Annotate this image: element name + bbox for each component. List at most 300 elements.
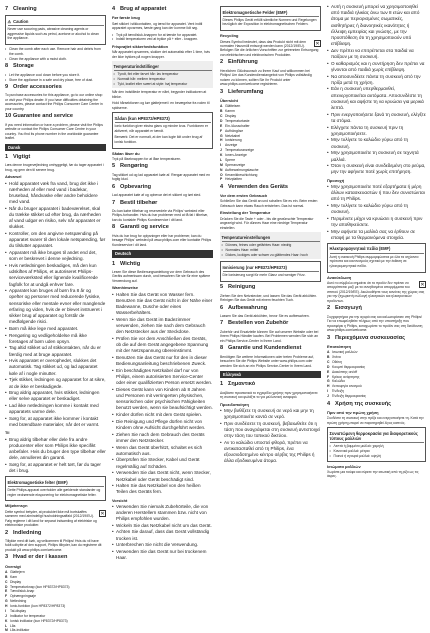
paragraph: Benötigen Sie weitere Informationen oder treten Probleme auf, besuchen Sie die Philips Website unter www.philips.com oder wenden Sie sich an ein Philips Service-Center in Ihrem Land. [220,354,315,368]
model-box [112,112,213,148]
model-heading: Sådan (kun HP8372/HP8373) [115,115,211,123]
part-key: J [5,613,7,618]
paragraph: Συνδέστε τη συσκευή στην πρίζα και ενεργοποιήστε τη. Κατά την πρώτη χρήση μπορεί να παρατηρηθεί λίγος καπνός. [327,416,424,425]
paragraph: Hold hårsektionen og kør glattejernet i en bevægelse fra roden til spidserne. [112,101,210,110]
part-label: Lås [10,623,16,628]
section-heading: 5 Reinigung [220,284,256,291]
part-item [5,594,106,598]
emf-box [5,476,106,501]
section-heading: 4 Verwenden des Geräts [220,183,289,190]
part-item [220,129,321,133]
list-item: • Dieses Gerät kann von Kindern ab 8 Jahren und Personen mit verringerten physischen, sensorischen oder psychischen Fähigkeiten benutzt werden, wenn sie beaufsichtigt werden. [112,387,213,412]
subheading: Recycling [220,33,239,39]
part-item [5,570,106,574]
part-key: D [220,118,223,123]
section-heading: 4 Brug af apparatet [112,6,167,12]
part-item [220,148,321,152]
temperature-table [220,232,321,259]
table-title: Temperaturindstillinger [114,63,212,71]
part-key: E [327,369,330,374]
section-heading: 2 Εισαγωγή [327,305,362,312]
list-item: • Ο καθαρισμός και η συντήρηση δεν πρέπει να γίνονται από παιδιά χωρίς επίβλεψη. [327,61,426,73]
list-item: • Normales Haar: mittel [222,248,320,252]
section-heading: 3 Hvad er der i kassen [5,554,68,561]
paragraph: Hvis du har brug for oplysninger eller har problemer, kan du besøge Philips' websted på www.philips.com eller kontakte Philips Kundeservice i dit land. [112,233,212,247]
list-item: • Tryk på tænd/sluk-knappen for at tænde for apparatet. [112,33,213,37]
part-label: Display [10,579,22,584]
part-label: Glattejern [10,569,25,574]
warning-list [220,408,321,465]
section-heading: 8 Garantie und Kundendienst [220,345,302,352]
part-label: Glätteisen [225,104,241,109]
subheading: Ισιώματα μαλλιών [327,463,361,469]
subheading: Übersicht [220,98,238,104]
paragraph: Χωρίστε μια τούφα και σύρετε την ισιωτική από τη ρίζα ως τις άκρες. [327,469,419,479]
emf-heading: Ηλεκτρομαγνητικά πεδία (EMF) [330,245,424,253]
list-item: • Når du bruger apparatet i badeværelset, skal du trække stikket ud efter brug, da nærheden af vand udgør en risiko, selv når apparatet er slukket. [5,206,106,231]
part-label: Indikator for temperatur [10,613,46,618]
storage-steps [5,73,106,82]
language-bar: Dansk [5,144,106,151]
ionic-text: Die Ionisierung sorgt für mehr Glanz und weniger Frizz. [222,273,306,278]
part-key: C [220,114,223,119]
temperature-heading: Συνιστώμενη θερμοκρασία για διαφορετικούς τύπους μαλλιών [330,430,424,444]
part-label: Κρίκος ανάρτησης [332,374,360,379]
paragraph: Διαβάστε προσεκτικά το εγχειρίδιο χρήσης πριν χρησιμοποιήσετε τη συσκευή και φυλάξτε το για μελλοντική αναφορά. [220,390,318,400]
part-item [5,609,106,613]
part-key: L [220,157,223,162]
part-item [327,384,426,388]
part-key: E [5,589,8,594]
column-2 [112,4,213,562]
section-heading: 3 Lieferumfang [220,88,264,95]
subheading: Πριν από την πρώτη χρήση [327,409,379,415]
part-label: Ein-/Ausschalter [225,123,250,128]
caution-text: Never use scouring pads, abrasive cleaning agents or aggressive liquids such as petrol, acetone or alcohol to clean the appliance. [7,27,99,41]
part-item [220,109,321,113]
section-heading: 7 Cleaning [5,6,37,12]
ionic-box [220,261,321,282]
part-item [220,124,321,128]
part-item [5,614,106,618]
warning-icon: ⚠ [7,18,12,24]
part-item [327,370,426,374]
list-item: • Prüfen Sie vor dem Anschließen des Geräts, ob die auf dem Gerät angegebene Spannung mit der Netzspannung übereinstimmt. [112,336,213,355]
part-label: Κουμπί θερμοκρασίας [332,364,366,369]
part-key: I [220,143,221,148]
subheading: Oversigt [5,563,21,569]
warning-list [327,4,426,176]
part-key: K [5,618,8,623]
emf-box [220,6,321,31]
subheading: Προειδοποίηση [220,401,249,407]
paragraph: Zubehör und Ersatzteile können Sie auf unserer Website oder bei Ihrem Philips Händler kaufen. Bei Problemen wenden Sie sich an ein Philips Service-Center in Ihrem Land. [220,329,319,343]
part-key: H [327,384,330,389]
part-item [220,134,321,138]
list-item: • Αυτή η συσκευή μπορεί να χρησιμοποιηθεί από παιδιά ηλικίας άνω των 8 ετών και από άτομα με περιορισμένες σωματικές, αισθητήριες ή διανοητικές ικανότητες ή έλλειψη εμπειρίας και γνώσης, με την προϋπόθεση ότι τη χρησιμοποιούν υπό επίβλεψη. [327,4,426,47]
part-item [5,628,106,632]
part-item [220,153,321,157]
subheading: Sådan låser du [112,150,140,156]
part-key: F [220,128,223,133]
part-item [220,177,321,181]
subheading: Einstellung der Temperatur [220,210,271,216]
list-item: • Tag altid stikket ud af stikkontakten, når du er færdig med at bruge apparatet. [5,345,106,357]
list-item: • Dickes, lockiges oder schwer zu glättendes Haar: hoch [222,253,320,257]
part-label: Καλώδιο [332,379,345,384]
part-item [220,104,321,108]
part-item [327,355,426,359]
section-heading: 1 Vigtigt [5,154,31,161]
part-item [220,143,321,147]
section-heading: 2 Indledning [5,529,42,536]
part-item [327,365,426,369]
subheading: Warnhinweise [112,285,139,291]
list-item: • Wickeln Sie das Netzkabel nicht um das Gerät. [112,523,213,529]
part-label: Ionisierung [225,138,242,143]
part-item [327,360,426,364]
part-label: Χτένα [332,355,341,360]
list-item: • Halten Sie das Gerät von Wasser fern. Benutzen Sie das Gerät nicht in der Nähe einer Badewanne, Dusche oder eines Wasserbehälters. [112,292,213,317]
language-bar: Deutsch [112,250,213,257]
part-item [5,580,106,584]
list-item: • Wenn das Gerät überhitzt, schaltet es sich automatisch aus. [112,445,213,457]
list-item: • Normalt hår: mellem temperatur [114,77,212,81]
emf-heading: Elektromagnetische Felder (EMF) [223,9,319,17]
list-item: • Μην τυλίγετε το καλώδιο γύρω από τη συσκευή. [327,137,426,149]
part-item [5,585,106,589]
paragraph: Du kan købe tilbehør og reservedele via Philips' websted eller Philips-forhandler. Hvis du har problemer med at få fat i tilbehør, kan du kontakte Philips Kundeservice i dit land. [112,208,208,222]
part-item [220,138,321,142]
part-key: N [220,167,223,172]
list-item: • Κανονικά μαλλιά: μέτρια [330,449,424,453]
emf-text: Αυτή η συσκευή Philips συμμορφώνεται με όλα τα ισχύοντα πρότυπα και κανονισμούς σχετικά με την έκθεση σε ηλεκτρομαγνητικά πεδία. [329,254,419,268]
list-item: • Ein beschädigtes Netzkabel darf nur von Philips, einem autorisierten Service-Center oder einer qualifizierten Person ersetzt werden. [112,368,213,387]
part-label: Aufbewahrungstasche [225,167,259,172]
list-item: • Να αποσυνδέετε πάντα τη συσκευή από την πρίζα μετά τη χρήση. [327,74,426,86]
part-item [220,114,321,118]
list-item: • Clean the comb after each use. Remove hair and debris from the comb. [5,47,106,56]
subheading: Vorsicht [112,497,128,503]
part-key: I [5,608,6,613]
paragraph: Lad apparatet køle af og opbevar det et sikkert og tørt sted. [112,193,202,198]
paragraph: Når den indstillede temperatur er nået, begynder indikatoren at blinke. [112,90,207,99]
subheading: Advarsel [5,174,22,180]
model-text: Ionic funktion giver ekstra glans og mindre krus. Funktionen er aktiveret, når apparatet er tændt. [114,124,208,133]
subheading: Επισκόπηση [327,344,352,350]
parts-list [327,350,426,398]
list-item: • Verwenden Sie das Gerät nicht, wenn Stecker, Netzkabel oder Gerät beschädigt sind. [112,470,213,482]
section-heading: 1 Σημαντικό [220,381,256,388]
paragraph: Lassen Sie das Gerät abkühlen, bevor Sie es aufbewahren. [220,313,310,318]
part-label: Temperaturtaste [225,118,250,123]
crossed-bin-icon: ✕ [315,40,320,47]
part-label: Sperre [225,157,236,162]
column-4 [327,4,426,481]
subheading: Frisprøjtet sikkerhedsfunktion [112,43,168,49]
part-key: H [5,604,8,609]
list-item: • Πριν συνδέσετε τη συσκευή, βεβαιωθείτε ότι η τάση που αναγράφεται στη συσκευή αντιστοιχεί στην τάση του τοπικού δικτύου. [220,421,321,440]
crossed-bin-icon: ✕ [420,281,425,288]
step-list [112,33,213,42]
part-label: Tal-display [10,608,27,613]
part-key: C [327,359,330,364]
list-item: • Brug aldrig tilbehør eller dele fra andre producenter eller som Philips ikke specifikt anbefaler. Hvis du bruger den type tilbehør eller dele, annulleres din garanti. [5,437,106,462]
part-label: Heizplatten [225,177,242,182]
subheading: Vor dem ersten Gebrauch [220,193,268,199]
table-rows [114,72,212,86]
paragraph: Læs denne brugervejledning omhyggeligt, før du tager apparatet i brug, og gem den til senere brug. [5,163,104,172]
part-label: Ισιωτική μαλλιών [332,350,358,355]
part-key: P [220,177,223,182]
list-item: • Sørg for, at apparatet ikke kommer i kontakt med brændbare materialer, når det er varmt. [5,416,106,428]
caution-list [327,184,426,241]
part-item [327,375,426,379]
emf-heading: Elektromagnetiske felter (EMF) [8,479,104,487]
parts-list [5,570,106,633]
caution-list [5,437,106,475]
paragraph: Når apparatet opvarmes, slukker det automatisk efter 1 time, hvis der ikke trykkes på nogen knapper. [112,50,210,59]
paragraph: Tillykke med dit køb, og velkommen til Philips! Hvis du vil have fuldt udbytte af den support, Philips tilbyder, kan du registrere dit produkt på www.philips.com/welcome. [5,538,102,552]
list-item: • Μην χρησιμοποιείτε ποτέ εξαρτήματα ή μέρη άλλων κατασκευαστών ή που δεν συνιστώνται από τη Philips. [327,184,426,203]
section-heading: 6 Aufbewahrung [220,304,268,311]
section-heading: 8 Garanti og service [112,224,169,231]
part-label: Ένδειξη θερμοκρασίας [332,394,367,399]
temperature-box [327,427,426,462]
emf-text: Dieses Philips Gerät erfüllt sämtliche Normen und Regelungen bezüglich der Exposition in elektromagnetischen Feldern. [222,17,317,27]
part-label: Οθόνη [332,359,342,364]
section-heading: 8 Storage [5,63,34,70]
part-label: Temperaturknap (kun HP8372/HP8373) [10,584,70,589]
part-label: Display [225,114,237,119]
part-item [5,599,106,603]
column-1 [5,4,106,633]
paragraph: Schließen Sie das Gerät an und schalten Sie es ein. Beim ersten Gebrauch kann etwas Rauch entstehen. Das ist normal. [220,199,318,208]
section-heading: 6 Opbevaring [112,183,152,190]
list-item: • Πυκνά ή σγουρά μαλλιά: υψηλή [330,454,424,458]
section-heading: 2 Einführung [220,59,258,66]
paragraph: To purchase accessories for this appliance, go to our online shop or visit your Philips dealer. If you have difficulties obtaining the accessories, please contact the Philips Consumer Care Center in your country. [5,93,103,111]
list-item: • Sørg for, at apparatet er helt tørt, før du tager det i brug. [5,462,106,474]
list-item: • Die Reinigung und Pflege dürfen nicht von Kindern ohne Aufsicht durchgeführt werden. [112,419,213,431]
list-item: • Hvis apparatet er overophedet, slukkes det automatisk. Tag stikket ud, og lad apparatet køle af i nogle minutter. [5,358,106,377]
part-item [327,389,426,393]
section-heading: 7 Bestil tilbehør [112,199,158,206]
part-item [327,394,426,398]
emf-box [327,243,426,273]
list-item: • Αν το καλώδιο υποστεί φθορά, πρέπει να αντικατασταθεί από τη Philips, ένα εξουσιοδοτημένο κέντρο σέρβις της Philips ή άλλα εξειδικευμένα άτομα. [220,440,321,465]
part-key: J [220,148,222,153]
part-label: Διακόπτης on/off [332,369,358,374]
part-key: G [327,379,330,384]
list-item: • Dünnes, feines oder gefärbtes Haar: niedrig [222,243,320,247]
part-key: J [327,394,329,399]
paragraph: If you need information or have a problem, please visit the Philips website or contact the Philips Consumer Care Centre in your country. You find its phone number in the worldwide guarantee leaflet. [5,122,104,141]
part-item [220,168,321,172]
list-item: • Halten Sie das Netzkabel von den heißen Teilen des Geräts fern. [112,483,213,495]
table-rows [330,444,424,458]
part-item [5,619,106,623]
paragraph: Ziehen Sie den Netzstecker, und lassen Sie das Gerät abkühlen. Reinigen Sie das Gerät mit einem feuchten Tuch. [220,293,318,303]
part-key: B [327,355,330,360]
section-heading: 1 Wichtig [112,260,141,267]
list-item: • Hold apparatet væk fra vand, brug det ikke i nærheden af eller med vand i badekar, brusebad, håndvaske eller andre beholdere med vand. [5,181,106,206]
part-key: H [220,138,223,143]
list-item: • Überprüfen Sie Stecker, Kabel und Gerät regelmäßig auf Schäden. [112,457,213,469]
list-item: • Όταν η συσκευή είναι συνδεδεμένη στο ρεύμα, μην την αφήνετε ποτέ χωρίς επιτήρηση. [327,163,426,175]
list-item: • Apparatet må ikke bruges til andet end det, som er beskrevet i denne vejledning. [5,250,106,262]
list-item: • Store the appliance in a safe and dry place, free of dust. [5,78,106,82]
paragraph: Herzlichen Glückwunsch zu Ihrem Kauf und willkommen bei Philips! Um das Kundendienstangebot von Philips vollständig nutzen zu können, sollten Sie Ihr Produkt unter www.philips.com/welcome registrieren. [220,68,312,87]
part-label: Sperranzeige [225,162,246,167]
list-item: • Πριν ενεργοποιήσετε ξανά τη συσκευή, ελέγξτε τα στόμια. [327,112,426,124]
part-key: B [5,574,8,579]
emf-text: Dette Philips-apparat overholder alle gældende standarder og regler vedrørende eksponering for elektromagnetiske felter. [7,488,101,497]
part-key: O [220,172,223,177]
paragraph: Tag stikket ud og lad apparatet køle af. Rengør apparatet med en fugtig klud. [112,172,211,182]
list-item: • Let the appliance cool down before you store it. [5,73,106,77]
list-item: • Ελέγχετε πάντα τη συσκευή πριν τη χρησιμοποιήσετε. [327,125,426,137]
part-item [220,119,321,123]
list-item: • Wenn Sie das Gerät im Badezimmer verwenden, ziehen Sie nach dem Gebrauch den Netzstecker aus der Steckdose. [112,317,213,336]
list-item: • Lad ikke netledningen komme i kontakt med apparatets varme dele. [5,403,106,415]
section-heading: 9 Order accessories [5,84,62,91]
section-heading: 10 Guarantee and service [5,113,74,120]
list-item: • Hvis netledningen beskadiges, må den kun udskiftes af Philips, et autoriseret Philips-serviceværksted eller lignende kvalificerede fagfolk for at undgå enhver fare. [5,263,106,288]
part-key: E [220,123,223,128]
subheading: Προσοχή [327,177,345,183]
part-label: Ionic-funktion (kun HP8372/HP8373) [10,604,66,609]
part-key: G [220,133,223,138]
caution-heading: ⚠ Caution [8,18,104,26]
list-item: • Achten Sie darauf, dass das Gerät vollständig trocken ist. [112,529,213,541]
ionic-heading: Ionisierung (nur HP8372/HP8373) [223,264,319,272]
table-title: Temperatureinstellungen [222,234,320,242]
part-label: Lås-indikator [10,628,30,633]
paragraph: Drücken Sie die Taste + oder - bis die gewünschte Temperatur angezeigt wird. Für dünnes Haar eine niedrige Temperatur einstellen. [220,216,314,230]
part-label: Ionen-Anzeige [225,153,247,158]
cleaning-steps [5,47,106,61]
list-item: • Børn må ikke lege med apparatet. [5,326,106,332]
part-item [327,350,426,354]
paragraph: Lesen Sie diese Bedienungsanleitung vor dem Gebrauch des Geräts aufmerksam durch, und bewahren Sie sie für eine spätere Verwendung auf. [112,269,211,283]
subheading: Før første brug [112,15,140,21]
part-key: G [5,599,8,604]
list-item: • Μην χρησιμοποιείτε τη συσκευή σε τεχνητά μαλλιά. [327,150,426,162]
list-item: • Brug aldrig apparatet, hvis stikket, ledningen eller selve apparatet er beskadiget. [5,390,106,402]
list-item: • Tjek stikket, ledningen og apparatet for at sikre, at de ikke er beskadigede. [5,377,106,389]
part-key: A [220,104,223,109]
part-label: Ionisk indikator (kun HP8372/HP8373) [10,618,68,623]
part-item [5,604,106,608]
paragraph: ✕ Dieses Symbol bedeutet, dass das Produkt nicht mit dem normalen Hausmüll entsorgt werden kann (2012/19/EU). Befolgen Sie die örtlichen Vorschriften zur getrennten Entsorgung von elektrischen und elektronischen Produkten. [220,39,320,57]
part-label: Kam [10,574,17,579]
part-key: F [5,594,8,599]
subheading: Til [5,430,10,436]
list-item: • Clean the appliance with a moist cloth. [5,57,106,61]
list-item: • Tyndt, fint eller farvet hår: lav temperatur [114,72,212,76]
section-heading: 5 Rengøring [112,163,148,170]
language-bar: Ελληνικά [220,371,321,378]
list-item: • Benutzen Sie das Gerät nur für den in dieser Bedienungsanleitung beschriebenen Zweck. [112,355,213,367]
part-item [327,379,426,383]
temperature-table [112,61,213,88]
list-item: • Rengøring og vedligeholdelse må ikke foretages af børn uden opsyn. [5,333,106,345]
parts-list [220,104,321,182]
part-label: Kamm [225,109,235,114]
part-label: Tænd/sluk-knap [10,589,35,594]
column-3 [220,4,321,465]
paragraph: Tryk på låseknappen for at låse temperaturen. [112,156,182,161]
list-item: • Verwenden Sie niemals Zubehörteile, die von anderen Herstellern stammen bzw. nicht von Philips empfohlen wurden. [112,504,213,523]
part-label: Temperaturanzeige [225,148,255,153]
list-item: • Verwenden Sie das Gerät nur bei trockenem Haar. [112,549,213,561]
part-key: M [220,162,223,167]
part-label: Anzeige [225,143,238,148]
subheading: Ανακύκλωση [327,274,352,280]
part-item [5,624,106,628]
part-item [5,575,106,579]
part-label: Netzkabel [225,133,241,138]
warning-list [112,292,213,496]
part-key: A [5,569,8,574]
list-item: • Λεπτά ή βαμμένα μαλλιά: χαμηλή [330,444,424,448]
part-key: F [327,374,330,379]
part-label: Keramikbeschichtung [225,172,258,177]
warning-list [5,181,106,429]
part-label: Ophængningsøje [10,594,37,599]
table-rows [222,243,320,257]
part-key: K [220,153,223,158]
part-key: A [327,350,330,355]
part-key: D [327,364,330,369]
paragraph: Συγχαρητήρια για την αγορά σας και καλωσορίσατε στη Philips! Για να επωφεληθείτε πλήρως από την υποστήριξη που προσφέρει η Philips, καταχωρίστε το προϊόν σας στη διεύθυνση www.philips.com/welcome. [327,314,423,333]
section-heading: 4 Χρήση της συσκευής [327,400,392,407]
section-heading: 7 Bestellen von Zubehör [220,320,289,327]
model-note: Bemærk: Det er normalt, at der kan lugte lidt under brug af ionisk funktion. [114,135,203,144]
part-item [220,163,321,167]
crossed-bin-icon: ✕ [100,510,105,517]
list-item: • Μην αφήνετε τα μαλλιά σας να έρθουν σε επαφή με τα θερμαινόμενα στοιχεία. [327,229,426,241]
list-item: • Δεν πρέπει να επιτρέπεται στα παιδιά να παίζουν με τη συσκευή. [327,48,426,60]
list-item: • Tykt, krøllet eller svært at style: høj temperatur [114,82,212,86]
part-label: Netledning [10,599,27,604]
part-key: L [5,623,8,628]
part-key: I [327,389,328,394]
caution-list [112,504,213,562]
list-item: • Μην τυλίγετε το καλώδιο γύρω από τη συσκευή. [327,203,426,215]
part-label: Λειτουργία ιονισμού [332,384,362,389]
part-item [5,589,106,593]
list-item: • Kontroller, om den angivne netspænding på apparatet svarer til den lokale netspænding, før du tilslutter apparatet. [5,231,106,250]
part-label: Ένδειξη [332,389,344,394]
list-item: • Εάν η συσκευή υπερθερμανθεί, απενεργοποιείται αυτόματα. Αποσυνδέστε τη συσκευή και αφήστε τη να κρυώσει για μερικά λεπτά. [327,86,426,111]
part-label: Aufhängöse [225,128,244,133]
list-item: • Indstil temperaturen ved at trykke på + eller - knappen. [112,37,213,41]
list-item: • Apparatet kan bruges af børn fra 8 år og opefter og personer med reducerede fysiske, sensoriske eller mentale evner eller manglende erfaring og viden, hvis de er blevet instrueret i sikker brug af apparatet og forstår de medfølgende risici. [5,288,106,325]
part-item [220,173,321,177]
list-item: • Unterbrechen Sie nicht die Verwendung. [112,542,213,548]
paragraph: Sæt stikket i stikkontakten, og tænd for apparatet. Vent indtil apparatet opvarmes, første gang kan der komme lidt røg. [112,21,203,31]
part-key: C [5,579,8,584]
list-item: • Περιμένετε μέχρι να κρυώσει η συσκευή πριν την αποθηκεύσετε. [327,216,426,228]
section-heading: 3 Περιεχόμενα συσκευασίας [327,334,406,341]
paragraph: ✕ Dette symbol betyder, at produktet ikke må bortskaffes sammen med almindeligt husholdningsaffald (2012/19/EU). Følg reglerne i dit land for separat indsamling af elektriske og elektroniske produkter. [5,509,105,528]
caution-box [5,15,106,45]
list-item: • Kinder dürfen nicht mit dem Gerät spielen. [112,412,213,418]
part-key: M [5,628,8,633]
subheading: Miljøhensyn [5,503,28,509]
